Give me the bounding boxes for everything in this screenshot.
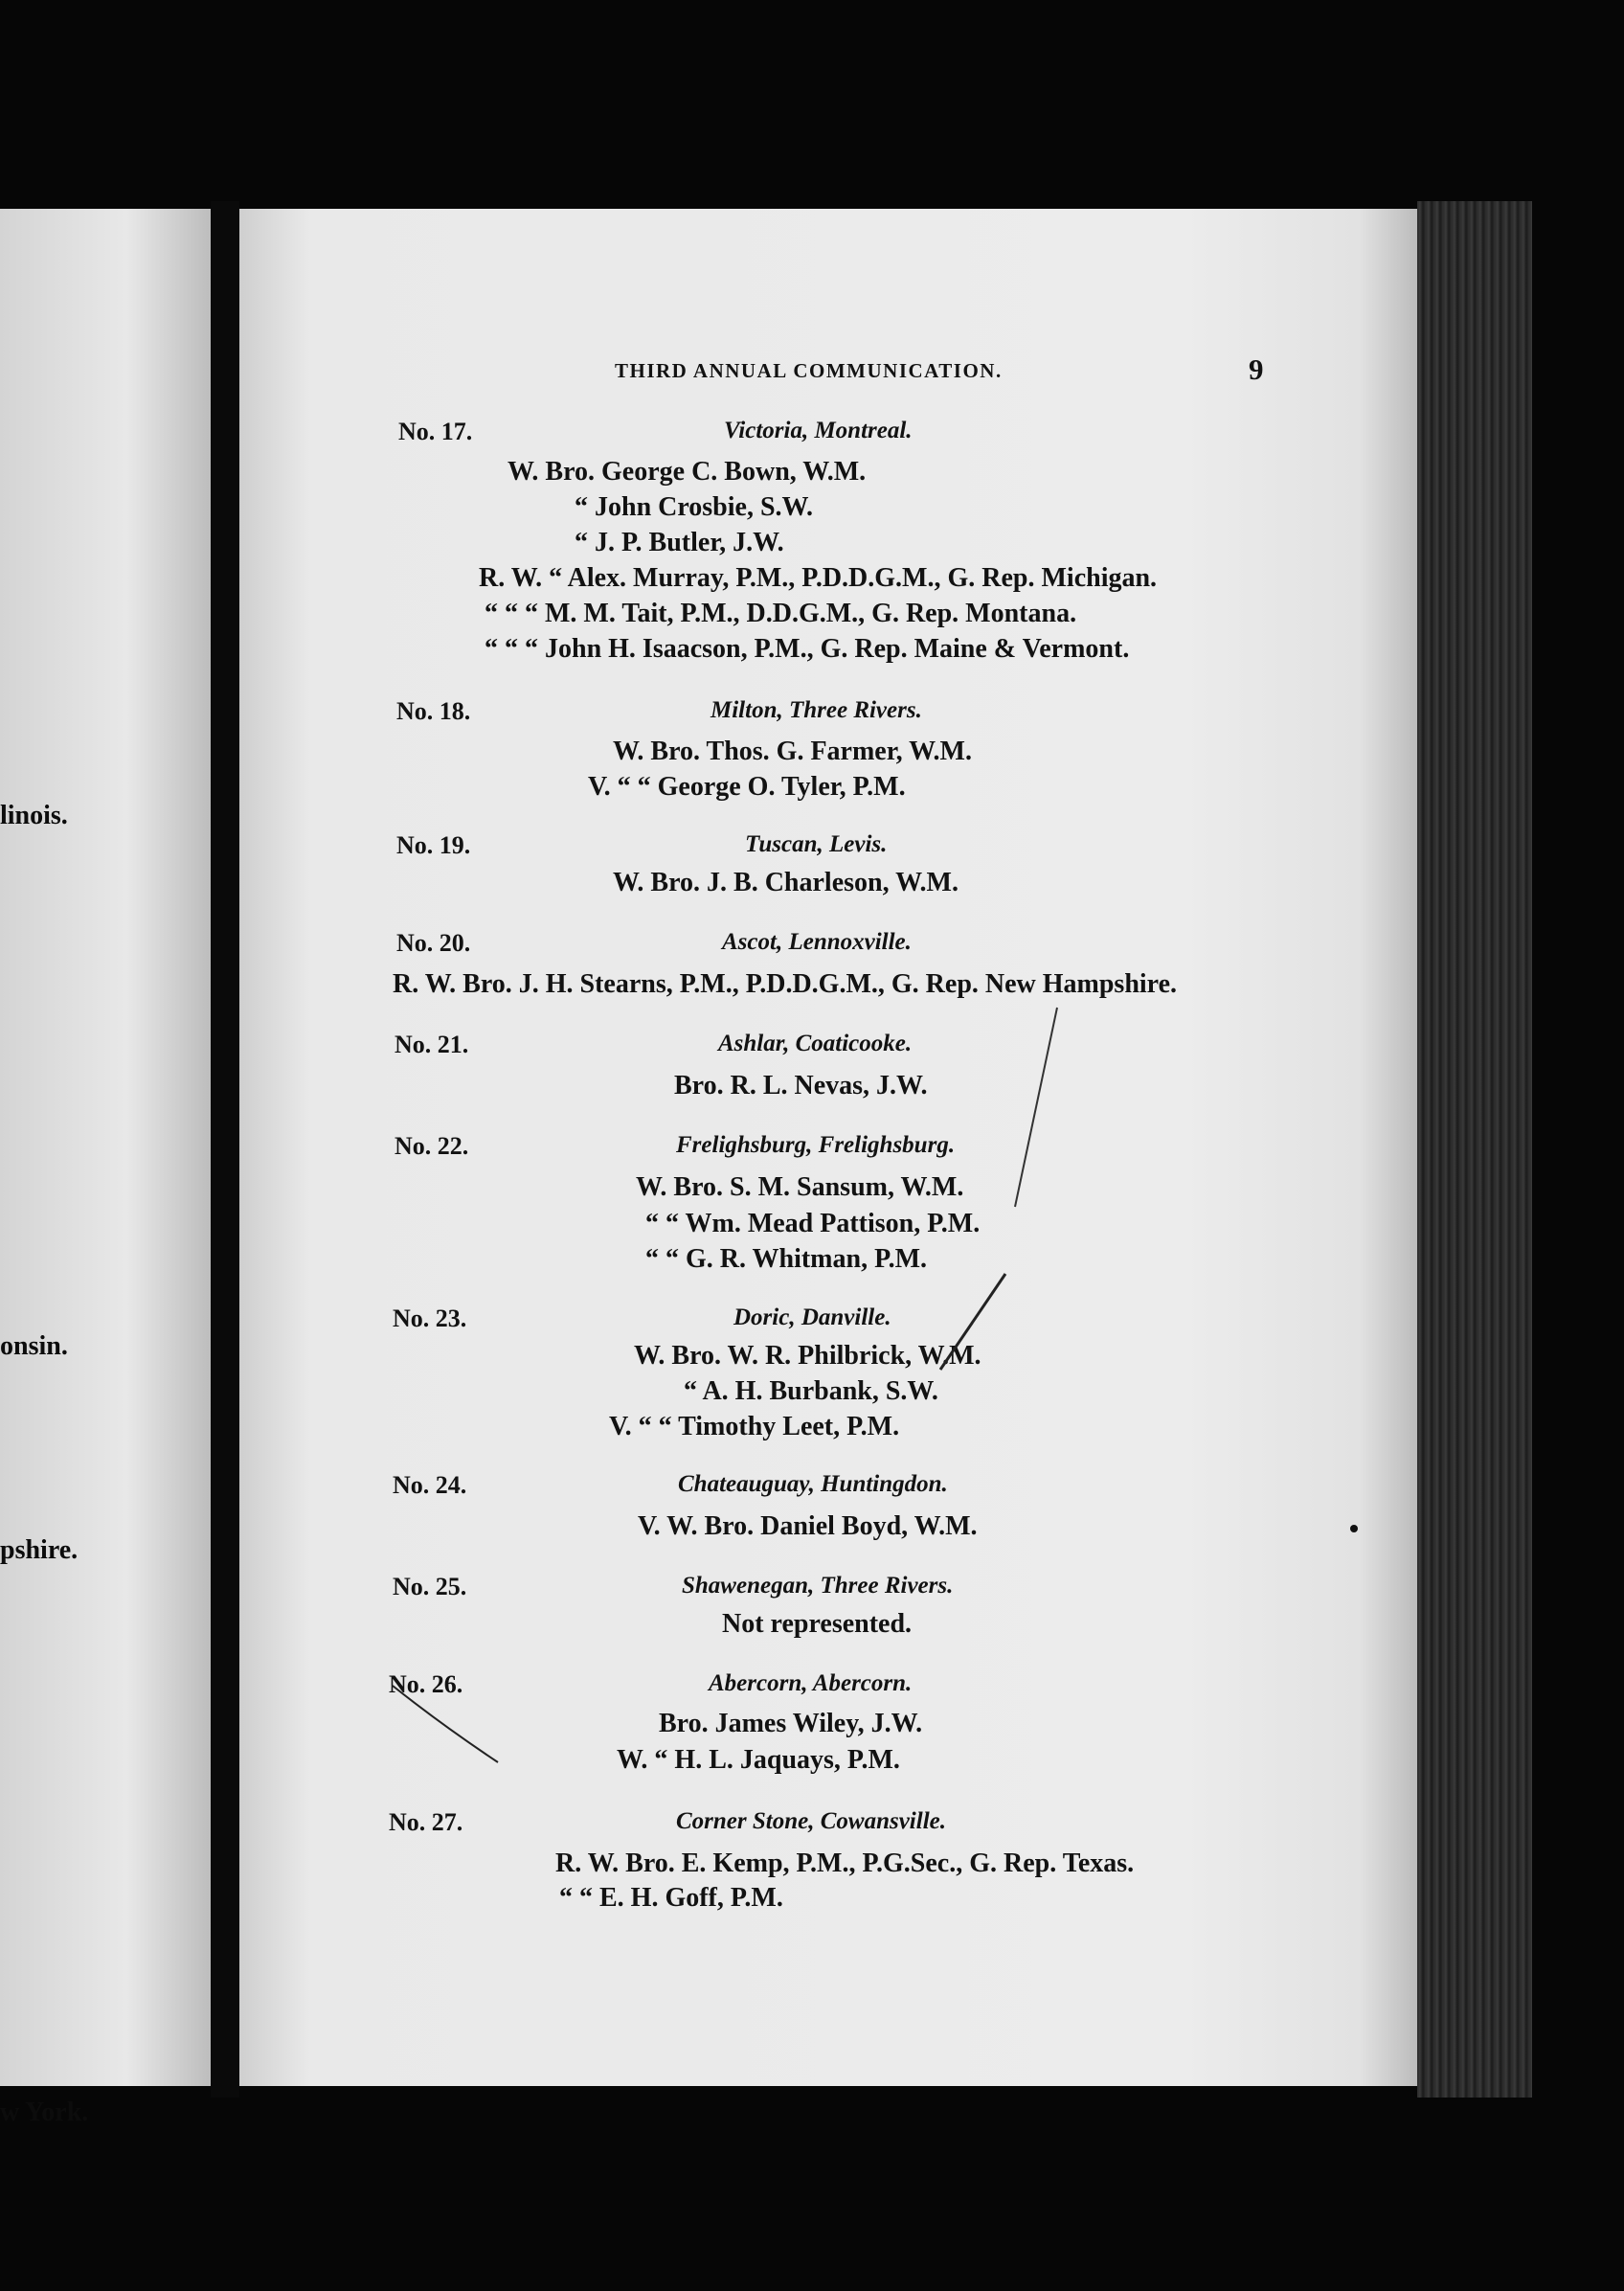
member-line: “ John Crosbie, S.W. [575, 492, 813, 522]
left-fragment: linois. [0, 801, 68, 830]
lodge-number: No. 23. [393, 1304, 467, 1332]
member-line: W. Bro. Thos. G. Farmer, W.M. [613, 737, 972, 766]
lodge-name: Corner Stone, Cowansville. [676, 1808, 946, 1834]
lodge-name: Ashlar, Coaticooke. [718, 1031, 913, 1056]
member-line: V. “ “ Timothy Leet, P.M. [609, 1412, 900, 1441]
member-line: Bro. R. L. Nevas, J.W. [674, 1071, 928, 1100]
lodge-name: Abercorn, Abercorn. [709, 1670, 913, 1696]
member-line: R. W. Bro. E. Kemp, P.M., P.G.Sec., G. Rep. Texas. [555, 1849, 1135, 1878]
member-line: W. Bro. George C. Bown, W.M. [508, 457, 867, 487]
member-line: W. “ H. L. Jaquays, P.M. [617, 1745, 900, 1775]
lodge-number: No. 25. [393, 1573, 467, 1600]
lodge-number: No. 19. [396, 831, 471, 859]
lodge-number: No. 22. [395, 1132, 469, 1160]
member-line: W. Bro. W. R. Philbrick, W.M. [634, 1341, 981, 1371]
member-line: V. “ “ George O. Tyler, P.M. [588, 772, 906, 802]
lodge-number: No. 26. [389, 1670, 463, 1698]
member-line: V. W. Bro. Daniel Boyd, W.M. [638, 1511, 978, 1541]
lodge-number: No. 21. [395, 1031, 469, 1058]
member-line: “ “ E. H. Goff, P.M. [559, 1883, 783, 1913]
member-line: W. Bro. S. M. Sansum, W.M. [636, 1172, 964, 1202]
member-line: “ J. P. Butler, J.W. [575, 528, 784, 557]
member-line: R. W. Bro. J. H. Stearns, P.M., P.D.D.G.M., G. Rep. New Hampshire. [393, 969, 1178, 999]
lodge-number: No. 17. [398, 418, 473, 445]
member-line: Bro. James Wiley, J.W. [659, 1709, 923, 1738]
lodge-name: Ascot, Lennoxville. [722, 929, 912, 955]
member-line: R. W. “ Alex. Murray, P.M., P.D.D.G.M., G. Rep. Michigan. [479, 563, 1158, 593]
running-header: THIRD ANNUAL COMMUNICATION. [615, 359, 1003, 382]
member-line: “ “ Wm. Mead Pattison, P.M. [645, 1209, 981, 1238]
lodge-name: Tuscan, Levis. [745, 831, 888, 857]
lodge-number: No. 18. [396, 697, 471, 725]
lodge-name: Victoria, Montreal. [724, 418, 913, 443]
member-line: “ “ “ M. M. Tait, P.M., D.D.G.M., G. Rep. Montana. [485, 599, 1077, 628]
left-fragment: w York. [0, 2098, 89, 2127]
page-number: 9 [1249, 352, 1264, 386]
member-line: “ A. H. Burbank, S.W. [684, 1376, 938, 1406]
lodge-name: Frelighsburg, Frelighsburg. [676, 1132, 956, 1158]
lodge-name: Doric, Danville. [733, 1304, 891, 1330]
lodge-number: No. 24. [393, 1471, 467, 1499]
lodge-name: Chateauguay, Huntingdon. [678, 1471, 948, 1497]
lodge-name: Shawenegan, Three Rivers. [682, 1573, 954, 1599]
lodge-number: No. 27. [389, 1808, 463, 1836]
member-line: Not represented. [722, 1609, 913, 1639]
member-line: W. Bro. J. B. Charleson, W.M. [613, 868, 959, 897]
member-line: “ “ G. R. Whitman, P.M. [645, 1244, 928, 1274]
lodge-number: No. 20. [396, 929, 471, 957]
left-fragment: pshire. [0, 1535, 79, 1565]
lodge-name: Milton, Three Rivers. [710, 697, 922, 723]
left-fragment: onsin. [0, 1331, 68, 1361]
member-line: “ “ “ John H. Isaacson, P.M., G. Rep. Maine & Vermont. [485, 634, 1130, 664]
